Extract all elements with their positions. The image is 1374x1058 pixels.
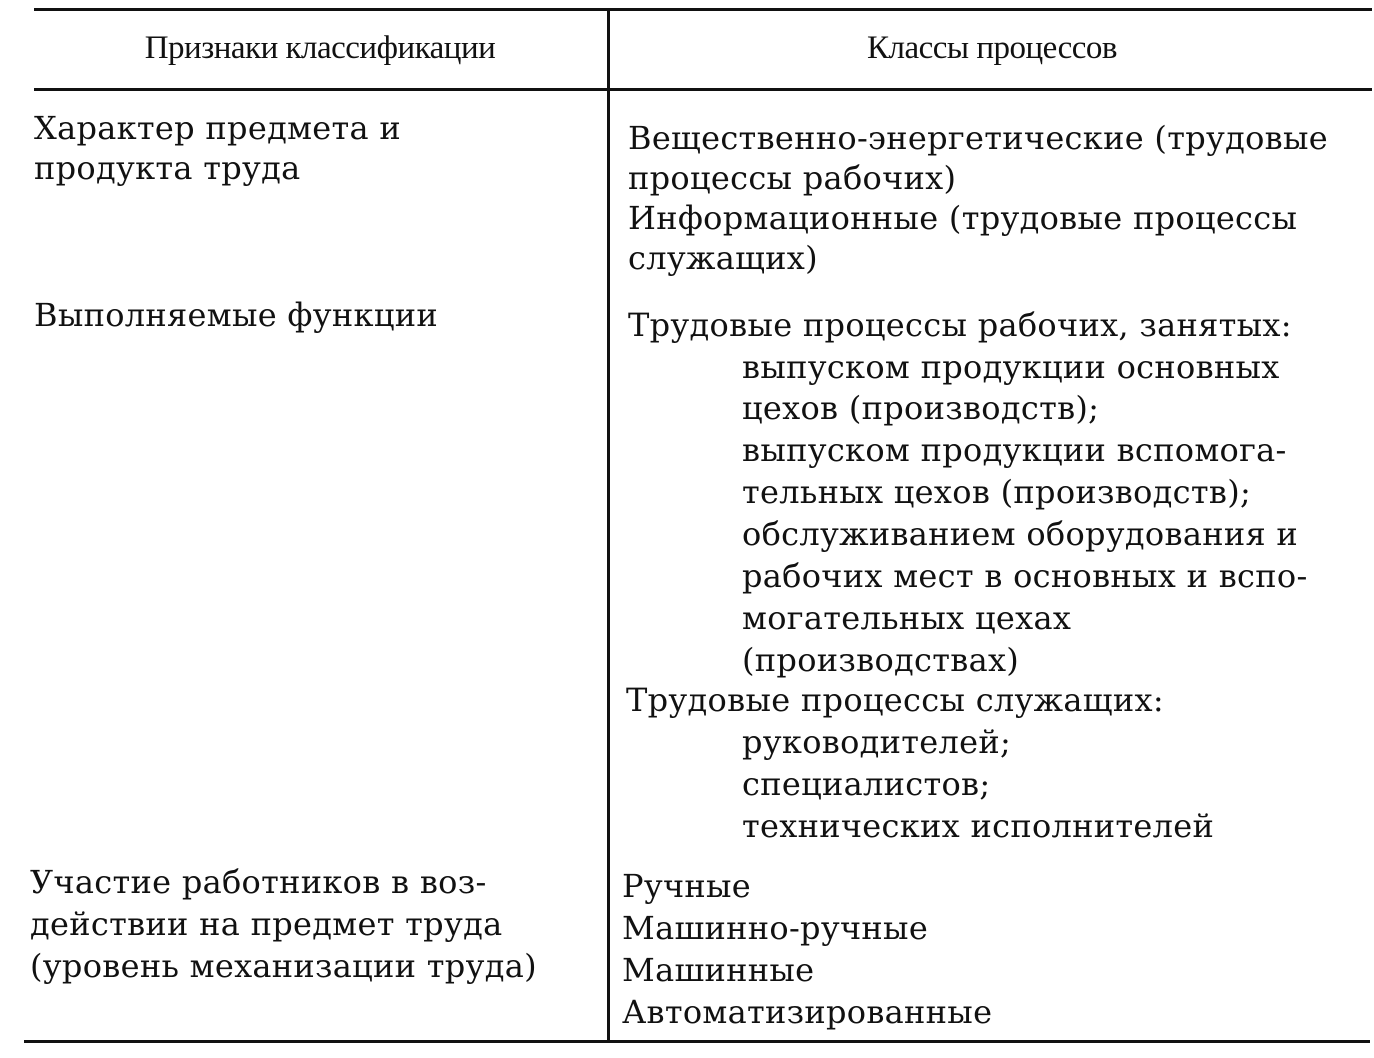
header-bottom-rule [34, 88, 1372, 91]
criterion-line: Участие работников в воз- [30, 863, 487, 901]
criterion-line: Характер предмета и [34, 109, 401, 147]
criterion-line: (уровень механизации труда) [30, 947, 537, 985]
column-divider [607, 8, 610, 1043]
class-line: рабочих мест в основных и вспо- [742, 557, 1308, 595]
class-line: Информационные (трудовые процессы [628, 199, 1298, 237]
class-line: (производствах) [742, 641, 1020, 679]
class-line: Автоматизированные [622, 993, 993, 1031]
header-criteria: Признаки классификации [144, 29, 496, 66]
class-line: обслуживанием оборудования и [742, 515, 1299, 553]
table-bottom-rule [24, 1040, 1370, 1043]
class-line: цехов (производств); [742, 389, 1100, 427]
class-line: служащих) [628, 239, 818, 277]
class-line: выпуском продукции вспомога- [742, 431, 1287, 469]
class-line: технических исполнителей [742, 807, 1215, 845]
criterion-line: действии на предмет труда [30, 905, 503, 943]
class-line: могательных цехах [742, 599, 1072, 637]
class-line: Машинные [622, 951, 815, 989]
class-line: Вещественно-энергетические (трудовые [628, 119, 1329, 157]
table-top-rule [34, 8, 1372, 11]
class-line: Трудовые процессы служащих: [626, 681, 1164, 719]
class-line: Трудовые процессы рабочих, занятых: [628, 306, 1292, 344]
class-line: Ручные [622, 867, 752, 905]
class-line: выпуском продукции основных [742, 348, 1280, 386]
class-line: специалистов; [742, 765, 991, 803]
criterion-line: продукта труда [34, 149, 301, 187]
class-line: Машинно-ручные [622, 909, 929, 947]
class-line: процессы рабочих) [628, 159, 957, 197]
class-line: руководителей; [742, 723, 1012, 761]
criterion-line: Выполняемые функции [34, 296, 438, 334]
header-process-classes: Классы процессов [866, 29, 1117, 66]
class-line: тельных цехов (производств); [742, 473, 1252, 511]
